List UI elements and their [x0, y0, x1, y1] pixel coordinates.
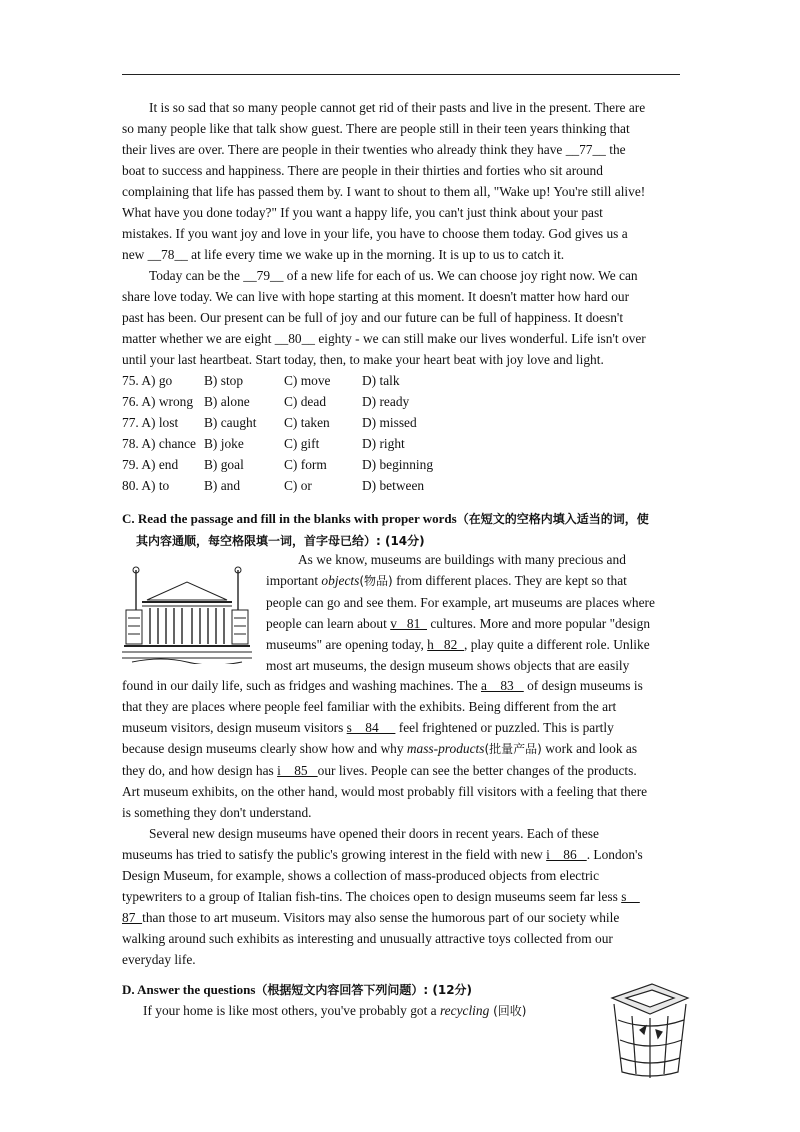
option-a: 79. A) end [122, 457, 179, 472]
text-line: matter whether we are eight __80__ eighty - we can still make our lives wonderful. Life isn't over [122, 331, 646, 346]
text-line: Art museum exhibits, on the other hand, would most probably fill visitors with a feeling that there [122, 784, 648, 799]
option-a: 78. A) chance [122, 436, 196, 451]
text-line: What have you done today?" If you want a happy life, you can't just think about your past [122, 205, 603, 220]
text-line [266, 570, 680, 592]
option-c: C) taken [284, 415, 330, 430]
section-c-heading [122, 508, 682, 552]
text-line: boat to success and happiness. There are people in their thirties and forties who sit around [122, 163, 603, 178]
text-line: past has been. Our present can be full of joy and our future can be full of happiness. It doesn't [122, 310, 624, 325]
chinese-gloss: (回收) [489, 1004, 527, 1018]
text-line: walking around such exhibits as interesting and unusually attractive toys collected from our [122, 931, 613, 946]
text-segment: cultures. More and more popular "design [427, 616, 651, 631]
text-segment: museums has tried to satisfy the public's growing interest in the field with new [122, 847, 547, 862]
text-line [122, 738, 680, 760]
text-line: Several new design museums have opened their doors in recent years. Each of these [149, 826, 599, 841]
section-c-instruction-2: 其内容通顺，每空格限填一词，首字母已给）: (14分) [136, 534, 425, 548]
option-b: B) stop [204, 373, 244, 388]
option-c: C) move [284, 373, 331, 388]
text-line: new __78__ at life every time we wake up in the morning. It is up to us to catch it. [122, 247, 565, 262]
blank-83[interactable]: a 83 [480, 678, 524, 693]
italic-term: objects [321, 573, 360, 588]
italic-term: recycling [439, 1003, 490, 1018]
blank-84[interactable]: s 84 [346, 720, 396, 735]
text-segment: than those to art museum. Visitors may also sense the humorous part of our society while [142, 910, 620, 925]
text-segment: If your home is like most others, you've probably got a [143, 1003, 440, 1018]
blank-86[interactable]: i 86 [546, 847, 587, 862]
text-line: everyday life. [122, 952, 196, 967]
passage-paragraph-2 [122, 265, 680, 370]
header-rule [122, 74, 680, 75]
text-line: mistakes. If you want joy and love in your life, you have to choose them today. God gives us a [122, 226, 628, 241]
text-line [122, 886, 680, 907]
text-segment: our lives. People can see the better changes of the products. [317, 763, 637, 778]
passage-c-wrap [266, 570, 680, 676]
text-line [122, 844, 680, 865]
text-line: their lives are over. There are people in their twenties who already think they have __77__ the [122, 142, 626, 157]
option-c: C) form [284, 457, 327, 472]
option-c: C) dead [284, 394, 327, 409]
museum-illustration [122, 560, 252, 664]
text-segment: museums" are opening today, [266, 637, 428, 652]
text-line [122, 760, 680, 781]
option-d: D) ready [362, 394, 410, 409]
text-line: Design Museum, for example, shows a collection of mass-produced objects from electric [122, 868, 600, 883]
text-segment: people can learn about [266, 616, 391, 631]
text-segment: typewriters to a group of Italian fish-tins. The choices open to design museums seem far less [122, 889, 622, 904]
option-a: 76. A) wrong [122, 394, 194, 409]
option-row [122, 454, 522, 475]
section-d-instruction: （根据短文内容回答下列问题）: (12分) [255, 983, 473, 997]
section-d-heading [122, 979, 472, 1001]
text-line: most art museums, the design museum shows objects that are easily [266, 658, 630, 673]
text-segment: . London's [586, 847, 643, 862]
option-a: 77. A) lost [122, 415, 179, 430]
text-segment: of design museums is [523, 678, 643, 693]
text-line [266, 613, 680, 634]
option-b: B) and [204, 478, 241, 493]
text-line [143, 1000, 603, 1022]
blank-82[interactable]: h 82 [427, 637, 464, 652]
section-d-text [143, 1000, 603, 1022]
option-row [122, 412, 522, 433]
text-segment: feel frightened or puzzled. This is partly [395, 720, 614, 735]
answer-options [122, 370, 522, 496]
text-line [122, 717, 680, 738]
text-segment: important [266, 573, 322, 588]
text-segment: because design museums clearly show how and why [122, 741, 407, 756]
chinese-gloss: (物品) [359, 574, 393, 588]
text-segment: they do, and how design has [122, 763, 278, 778]
text-line: until your last heartbeat. Start today, then, to make your heart beat with joy love and light. [122, 352, 604, 367]
text-line: As we know, museums are buildings with many precious and [298, 552, 626, 567]
option-c: C) or [284, 478, 312, 493]
text-line: that they are places where people feel familiar with the exhibits. Being different from the art [122, 699, 617, 714]
option-b: B) goal [204, 457, 244, 472]
blank-87-end[interactable]: 87 [122, 910, 143, 925]
passage-paragraph-1 [122, 97, 680, 265]
text-line: Today can be the __79__ of a new life for each of us. We can choose joy right now. We can [149, 268, 638, 283]
text-line: complaining that life has passed them by. I want to shout to them all, "Wake up! You're still alive! [122, 184, 646, 199]
recycling-bin-illustration [604, 980, 694, 1080]
section-c-title: C. Read the passage and fill in the blanks with proper words [122, 511, 457, 526]
passage-c-line-1 [298, 549, 680, 570]
text-line [122, 907, 680, 928]
blank-87-start[interactable]: s [621, 889, 640, 904]
section-c-instruction: （在短文的空格内填入适当的词，使 [456, 512, 649, 526]
text-line: is something they don't understand. [122, 805, 312, 820]
text-segment: from different places. They are kept so that [392, 573, 627, 588]
passage-c-body [122, 675, 680, 970]
option-d: D) right [362, 436, 405, 451]
option-d: D) missed [362, 415, 417, 430]
option-row [122, 391, 522, 412]
option-d: D) talk [362, 373, 400, 388]
option-b: B) joke [204, 436, 244, 451]
option-b: B) caught [204, 415, 257, 430]
option-row [122, 433, 522, 454]
text-line [122, 675, 680, 696]
text-line: It is so sad that so many people cannot get rid of their pasts and live in the present. There are [149, 100, 646, 115]
option-d: D) beginning [362, 457, 434, 472]
option-b: B) alone [204, 394, 250, 409]
option-row [122, 475, 522, 496]
text-line: people can go and see them. For example, art museums are places where [266, 595, 655, 610]
text-segment: museum visitors, design museum visitors [122, 720, 347, 735]
option-a: 80. A) to [122, 478, 170, 493]
chinese-gloss: (批量产品) [484, 742, 542, 756]
text-line [266, 634, 680, 655]
blank-85[interactable]: i 85 [277, 763, 318, 778]
text-segment: work and look as [541, 741, 638, 756]
option-a: 75. A) go [122, 373, 173, 388]
text-line: so many people like that talk show guest. There are people still in their teen years thinking that [122, 121, 630, 136]
section-d-title: D. Answer the questions [122, 982, 256, 997]
text-segment: , play quite a different role. Unlike [464, 637, 650, 652]
text-segment: found in our daily life, such as fridges and washing machines. The [122, 678, 481, 693]
option-d: D) between [362, 478, 425, 493]
italic-term: mass-products [406, 741, 485, 756]
blank-81[interactable]: v 81 [390, 616, 428, 631]
option-row [122, 370, 522, 391]
option-c: C) gift [284, 436, 320, 451]
text-line: share love today. We can live with hope starting at this moment. It doesn't matter how hard our [122, 289, 630, 304]
